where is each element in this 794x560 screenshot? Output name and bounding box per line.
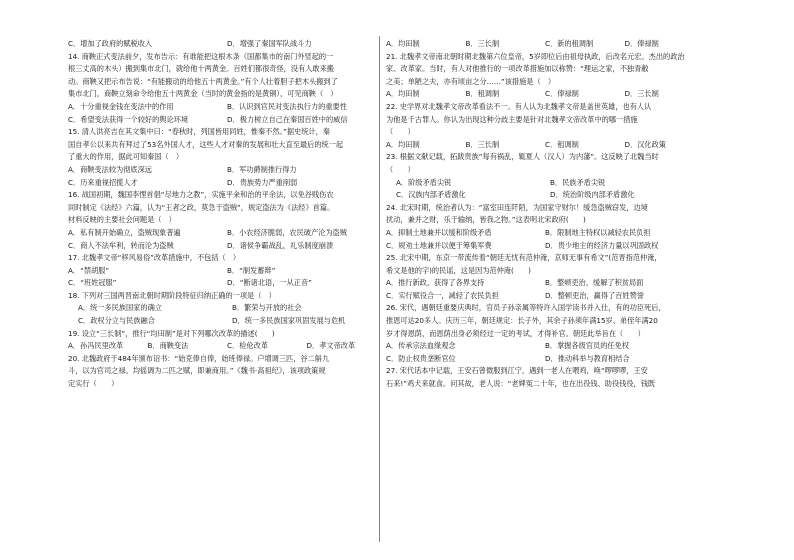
question-line: 20. 北魏政府于484年颁布诏书：“始克俸自俸，始班俸禄。户增调三匹，谷二斛九 — [68, 353, 330, 363]
answer-option: A．私有制开始确立，盗贼现象普遍 — [68, 227, 181, 237]
answer-options — [386, 340, 704, 353]
question-line: 根三丈高的木头）搬到集市北门，就给他十两黄金。百姓们都很奇怪，没有人敢来搬 — [68, 64, 334, 74]
answer-option: D．三长制 — [624, 89, 659, 99]
question-line: 定实行（ ） — [68, 379, 119, 389]
question-line: 18. 下列对三国两晋南北朝时期阶段特征归纳正确的一项是（ ） — [68, 290, 276, 300]
answer-options — [68, 164, 386, 177]
answer-option: B．限制地主特权以减轻农民负担 — [545, 227, 651, 237]
answer-option: D．诸侯争霸战乱，礼乐制度崩溃 — [227, 240, 334, 250]
answer-option: D．汉化政策 — [624, 139, 666, 149]
answer-option: B．繁荣与开放的社会 — [232, 303, 302, 313]
answer-options — [386, 88, 704, 101]
answer-option: A．十分重视金钱在变法中的作用 — [68, 101, 174, 111]
question-line: 集市北门，商鞅立刻命令给他五十两黄金（当时的黄金指的是黄铜），可见商鞅（ ） — [68, 89, 338, 99]
answer-options — [68, 265, 386, 278]
answer-options — [386, 139, 704, 152]
answer-option: B．租调制 — [465, 89, 500, 99]
answer-options — [68, 315, 386, 328]
answer-options — [68, 340, 386, 353]
right-column — [386, 38, 704, 391]
question-line: 21. 北魏孝文帝南北朝时期北魏第六位皇帝，5岁即位后由祖母执政，后改名元宏。杰出的政治 — [386, 51, 685, 61]
answer-option: C．新的租调制 — [545, 39, 594, 48]
question-line: 石来!”鸡犬来就食。问其故，老人说：“老婢冤二十年，也在出役钱、助役钱役，钱既 — [386, 379, 656, 389]
question-line: 了重大的作用，据此可知秦国（ ） — [68, 152, 184, 162]
answer-option: D．统一多民族国家巩固发展与危机 — [232, 316, 346, 326]
question-line: 27. 宋代话本中记载，王安石曾微服到江宁，遇到一老人在喂鸡，唤“啰啰啰，王安 — [386, 366, 648, 376]
question-line: 16. 战国初期，魏国李悝首倡“尽地力之教”，实施平籴和治的平余法，以免谷贱伤农 — [68, 190, 334, 200]
answer-option: B．整顿吏治，缓解了积贫局面 — [545, 278, 644, 288]
answer-option: C．规劝土地兼并以便于筹集军费 — [386, 240, 492, 250]
answer-option: C．汉族内部矛盾激化 — [396, 190, 466, 200]
answer-options — [386, 177, 704, 190]
question-line: 23. 根据文献记载，拓跋贵族“每有祸乱，辄夏人（汉人）为内藩”。这反映了北魏当时 — [386, 152, 659, 162]
question-line: 动。商鞅又把示布告说：“有能搬动的给他五十两黄金。”有个人壮着胆子把木头搬到了 — [68, 76, 338, 86]
question-line: 斗，以为官司之禄。均徭调为二匹之赋，即兼商用。”《魏书·高祖纪》，该项政策规 — [68, 366, 326, 376]
answer-option: C．租调制 — [545, 139, 579, 149]
answer-options — [386, 240, 704, 253]
answer-option: B．三长制 — [465, 39, 500, 48]
question-line: 家、改革家。当时，有人对他推行的一项改革措施加以称赞：“理运之家，不独青敝 — [386, 64, 649, 74]
question-line: 国自孝公以来共有拜过了53名外国人才，这些人才对秦的发展和壮大直至最后的统一起 — [68, 139, 344, 149]
answer-option: D．俸禄制 — [624, 39, 659, 48]
left-column — [68, 38, 386, 391]
answer-option: A．均田制 — [386, 89, 420, 99]
answer-option: B．军功爵制推行得力 — [227, 164, 297, 174]
question-line: 希文是他的字)的民谣，这是因为范仲淹( ) — [386, 265, 531, 275]
answer-option: D．推动科举与教育相结合 — [545, 353, 630, 363]
answer-option: A．推行新政，获得了各界支持 — [386, 278, 485, 288]
answer-option: B．商鞅变法 — [147, 341, 189, 351]
answer-options — [68, 38, 386, 51]
answer-option: C．实行赋役合一，减轻了农民负担 — [386, 290, 499, 300]
answer-options — [68, 240, 386, 253]
question-line: 26. 宋代，遇朝廷重要庆典时，官员子孙亲属等特许入国学读书并入仕，有的功臣死后， — [386, 303, 666, 313]
question-line: 为他是千古罪人。你认为出现这种分歧主要是针对北魏孝文帝改革中的哪一措施 — [386, 114, 638, 124]
answer-option: C．希望变法获得一个较好的舆论环境 — [68, 114, 189, 124]
answer-options — [386, 38, 704, 51]
question-line: （ ） — [386, 127, 415, 137]
question-line: 推恩可达20多人。庆历三年，朝廷规定：长子外，其余子孙须年满15岁、弟侄年满20 — [386, 316, 658, 326]
answer-option: C．增加了政府的赋税收入 — [68, 39, 153, 48]
question-line: 14. 商鞅正式变法前夕，发布告示：有谁能把这根木条（国都集市的南门外竖起的一 — [68, 51, 334, 61]
answer-options — [68, 114, 386, 127]
answer-options — [386, 277, 704, 290]
answer-option: A．商鞅变法较为彻底深远 — [68, 164, 152, 174]
question-line: 15. 清人洪亮吉在其文集中曰：“春秋时，列国皆用同姓，惟秦不然。”据史统计，秦 — [68, 127, 330, 137]
question-line: 扰动，兼并之财，乐于输纳，皆我之物。”这表明北宋政府( ) — [386, 215, 586, 225]
answer-option: C．商人不法牟利，转而沦为盗贼 — [68, 240, 174, 250]
question-line: （ ） — [386, 164, 415, 174]
answer-options — [386, 189, 704, 202]
answer-options — [68, 101, 386, 114]
answer-option: A．抑制土地兼并以缓和阶级矛盾 — [386, 227, 492, 237]
answer-option: B．民族矛盾尖锐 — [550, 177, 606, 187]
answer-option: C．防止权贵垄断官位 — [386, 353, 456, 363]
answer-option: D．整顿吏治，赢得了百姓赞誉 — [545, 290, 644, 300]
answer-option: B．掌握各级官员的任免权 — [545, 341, 629, 351]
answer-option: B．认识到官民对变法执行力的重要性 — [227, 101, 347, 111]
answer-option: A．传承宗法血缘观念 — [386, 341, 456, 351]
question-line: 24. 北宋时期，统治者认为：“富室田连阡陌，为国家守财尔！缓急盗贼窃发，边境 — [386, 202, 648, 212]
answer-option: C．历来重视招揽人才 — [68, 177, 138, 187]
answer-options — [386, 227, 704, 240]
answer-option: D．贵族势力严重削弱 — [227, 177, 298, 187]
question-line: 19. 设立“三长制”，推行“均田制”是对下列哪次改革的描述( ) — [68, 328, 275, 338]
answer-option: B．小农经济脆弱，农民破产沦为盗贼 — [227, 227, 347, 237]
answer-option: D．贵少地主的经济力量以巩固政权 — [545, 240, 659, 250]
answer-options — [68, 277, 386, 290]
answer-options — [68, 177, 386, 190]
answer-option: C．检伦改革 — [227, 341, 268, 351]
answer-option: A．均田制 — [386, 139, 420, 149]
answer-option: B．三长制 — [465, 139, 500, 149]
answer-option: A．统一多民族国家的确立 — [78, 303, 162, 313]
answer-option: A．“禁胡服” — [68, 265, 110, 275]
question-line: 同时制定《法经》六篇，认为“王者之政，莫急于盗贼”，规定盗法为《法经》首篇。 — [68, 202, 335, 212]
answer-option: C．“班姓冠服” — [68, 278, 117, 288]
answer-option: A．阶级矛盾尖锐 — [396, 177, 452, 187]
answer-option: A．均田制 — [386, 39, 420, 48]
answer-option: D．统治阶级内部矛盾激化 — [550, 190, 635, 200]
answer-options — [386, 353, 704, 366]
question-line: 25. 北宋中期，东京一带流传着“朝廷无忧有范仲淹，京师无事有希文”(范晋指范仲淹， — [386, 253, 662, 263]
answer-option: D．增强了秦国军队战斗力 — [227, 39, 312, 48]
question-line: 之美；单陋之夫，亦有顷亩之分……”该措施是（ ） — [386, 76, 556, 86]
question-line: 22. 史学界对北魏孝文帝改革看法不一。有人认为北魏孝文帝是盖世英雄，也有人认 — [386, 101, 652, 111]
question-line: 岁才得恩荫，而恩荫出身必须经过一定的考试，才得补官。朝廷此举旨在（ ） — [386, 328, 645, 338]
answer-option: D．极力树立自己在秦国百姓中的威信 — [227, 114, 348, 124]
column-divider — [379, 36, 380, 542]
question-line: 材料反映的主要社会问题是（ ） — [68, 215, 176, 225]
answer-option: C．政权分立与民族融合 — [78, 316, 155, 326]
answer-option: C．俸禄制 — [545, 89, 579, 99]
answer-option: A．孙冯民里改革 — [68, 341, 124, 351]
question-line: 17. 北魏孝文帝“移风易俗”改革措施中，不包括（ ） — [68, 253, 241, 263]
answer-options — [386, 290, 704, 303]
answer-option: B．“制发蓄辫” — [227, 265, 276, 275]
answer-option: D．“断诸北语，一从正音” — [227, 278, 312, 288]
answer-option: D．孝文帝改革 — [306, 341, 356, 351]
answer-options — [68, 227, 386, 240]
answer-options — [68, 302, 386, 315]
